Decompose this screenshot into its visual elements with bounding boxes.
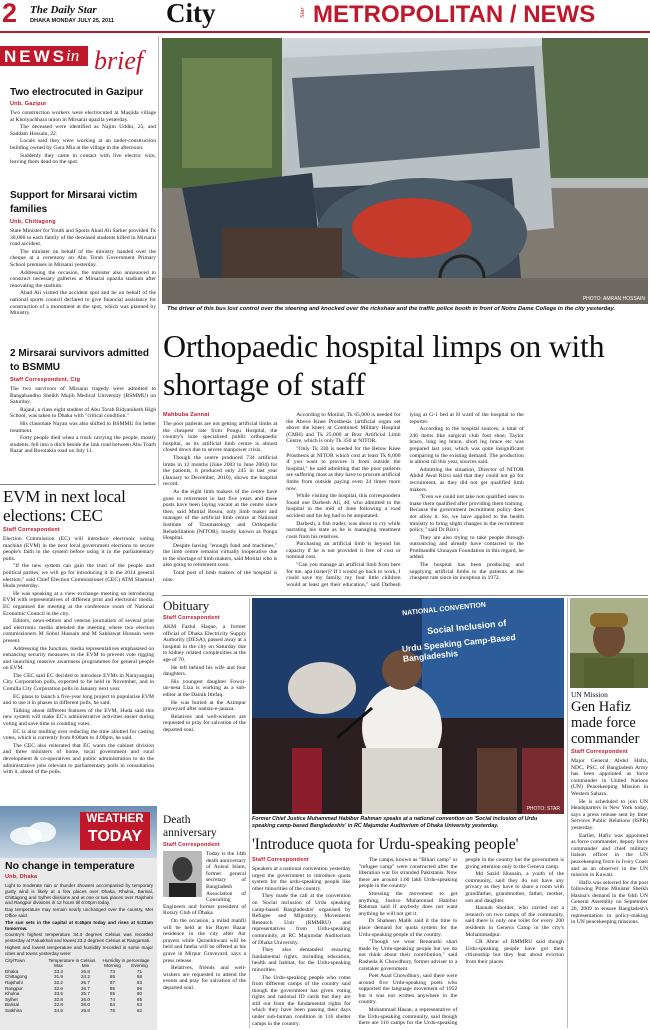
brief-title-in: in [66, 46, 80, 65]
obituary-para: He left behind his wife and four daughters. [163, 664, 246, 678]
masthead-rule [0, 31, 650, 33]
urdu-para: CR Abrar of RMMRU said though Urdu-speaking people have got their citizenship but they fear about eviction from their places. [465, 939, 564, 965]
urdu-para: They also demanded ensuring fundamental rights, including education, health and habitat, for the Urdu-speaking minorities. [252, 947, 351, 973]
death-para: On the occasion, a milad mahfil will be held at his Rayer Bazar residence in the city after Asr prayers while Qurankhwani will be held and fateha will be offered at his grave in Mirpur Graveyard, says a press release. [163, 917, 246, 964]
un-para: Earlier, Hafiz was appointed as force commander, deputy force commander and chief military liaison officer in the UN peacekeeping force in Ivory Coast and as an observer in the UN mission in Kuwait. [571, 832, 648, 879]
weather-value-cell: 32.6 [54, 985, 63, 991]
ortho-para: Purchasing an artificial limb is beyond his capacity if he is not provided it free of cost or nominal cost. [286, 541, 401, 561]
convention-photo [252, 598, 564, 814]
death-title: Death anniversary [163, 814, 217, 839]
urdu-body [252, 857, 564, 1030]
ortho-para: Total post of limb makers of the hospital is nine. [163, 570, 278, 583]
ortho-para: While visiting the hospital, this correspondent found one Darbesh Ali, 40, who admitted to the hospital in the mid of June following a road accident and his leg had to be amputated. [286, 493, 401, 519]
weather-value-cell: 32.2 [54, 979, 63, 985]
weather-value-cell: 80 [136, 991, 143, 997]
weather-city-cell: Dhaka [5, 968, 19, 974]
section-banner: METROPOLITAN / NEWS [313, 1, 596, 28]
weather-value-cell: 32.8 [54, 996, 63, 1002]
weather-city-cell: Khulna [5, 991, 20, 997]
weather-para: Highest and lowest temperature and humidity recorded in some major cities and towns yesterday were: [5, 944, 153, 956]
weather-value-cell: 87 [109, 979, 116, 985]
evm-story [3, 487, 154, 805]
urdu-para: Md Sazid Hossain, a youth of the community, said they do not have any privacy as they have to share a room with grandfather, grandmother, father, mother, son and daughter. [465, 871, 564, 904]
brief-3-para: Rajaul, a class eight student of Abu Torab Bidyaniketh High School, was taken to Dhaka with "critical condition." [10, 406, 156, 420]
paper-name: The Daily Star [30, 4, 97, 16]
evm-para: Addressing the function, media representatives emphasised on enhancing security measures in the EVM to prevent vote rigging and launching massive awareness programmes for general people on EVM. [3, 645, 154, 672]
urdu-headline: 'Introduce quota for Urdu-speaking people' [252, 836, 519, 853]
weather-value-cell: 25.7 [81, 979, 90, 985]
banner-national-convention: NATIONAL CONVENTION [401, 601, 487, 618]
top-photo-credit: PHOTO: AMRAN HOSSAIN [582, 296, 645, 302]
ortho-para: "Only Tk 330 is needed for the Below Knee Prosthesis at NITOR which cost at least Tk 8,000 if you want to procure it from outside the hospital," he said admitting that the poor patients are suffering most as they have to procure artificial limbs from outside paying even 24 times more now. [286, 445, 401, 492]
brief-title-bar [0, 38, 156, 76]
bus-accident-photo [162, 38, 648, 304]
ortho-para: The poor patients are not getting artificial limbs at the cheapest rate from Pongu Hospital, the country's lone specialised public orthopaedic hospital, as its artificial limb centre is almost closed down due to severe manpower crisis. [163, 421, 278, 454]
ortho-para: They are also trying to take people through outsourcing and already have contacted to the Protibandhi Unnayan Foundation in this regard, he added. [409, 534, 524, 561]
brief-3-headline: 2 Mirsarai survivors admitted to BSMMU [10, 348, 149, 373]
un-portrait [570, 598, 648, 688]
weather-city-cell: Rangpur [5, 985, 23, 991]
bus-accident-image [162, 38, 648, 304]
section-name: City [166, 0, 216, 28]
column-divider [567, 598, 568, 1028]
evm-para: The CEC said EC decided to introduce EVMs in Narayanganj City Corporation polls, expected to be held in November, and in Comilla City Corporation polls in January next year. [3, 672, 154, 693]
un-byline: Staff Correspondent [571, 749, 628, 755]
brief-title-news: NEWS [4, 47, 67, 66]
weather-value-cell: 31.9 [54, 974, 63, 980]
banner-social-inclusion: Social Inclusion of [426, 617, 507, 637]
urdu-para: Speakers at a national convention yesterday urged the government to introduce quota system for the urdu-speaking people like other minorities of the country. [252, 866, 351, 892]
ortho-para: According to the hospital sources, a total of 246 items like surgical club foot shoe, Taylor brace, long leg brace, short leg brace etc was prepared last year, which was quite insignificant comparing to the existing demand. The production is almost nil this year, sources said. [409, 426, 524, 466]
ortho-para: The hospital has been producing and supplying artificial limbs to the patients at the cheapest rate since its inception in 1972. [409, 562, 524, 582]
page-number: 2 [2, 0, 18, 28]
weather-value-cell: 26.0 [81, 996, 90, 1002]
ortho-para: According to Motilal, Tk 65,000 is needed for the Above Knee Prosthesis (artificial organ set above the knee) at Combined Military Hospital (CMH) and Tk 25,000 at Brac Artificial Limb Centre, which is only Tk 350 at NITOR. [286, 412, 401, 445]
evm-para: Talking about different features of the EVM, Huda said this new system will make EC's administrative activities easier during voting and save time in counting votes. [3, 707, 154, 728]
urdu-para: They made the call at the convention on 'Social inclusion of Urdu speaking camp-based Bangladeshis' organised by Refugee and Migratory Movements Research Unit (RMMRU) and representatives from Urdu-speaking community, at RC Majumdar Auditorium of Dhaka University. [252, 893, 351, 946]
weather-value-cell: 25.7 [81, 991, 90, 997]
weather-body [5, 860, 153, 1014]
brief-story-2 [10, 189, 156, 318]
issue-date: DHAKA MONDAY JULY 25, 2011 [30, 18, 115, 24]
death-byline: Staff Correspondent [163, 842, 220, 848]
convention-photo-credit: PHOTO: STAR [526, 806, 560, 812]
evm-para: EC plans to launch a five-year long project to popularise EVM and to use it in phases in different polls, he said. [3, 693, 154, 707]
weather-sub-evening: Evening [131, 963, 148, 969]
evm-para: He was speaking at a view exchange meeting on introducing EVM with representatives of different print and electronic media. EC organised the meeting at the conference room of National Economic Council in the city. [3, 590, 154, 617]
brief-2-para: The minister on behalf of the ministry handed over the cheque at a ceremony on Abu Torab Government Primary School premises in Mirsarai yesterday. [10, 248, 156, 268]
officer-image [570, 598, 648, 688]
obituary-byline: Staff Correspondent [163, 615, 220, 621]
section-divider [0, 484, 156, 485]
weather-value-cell: 33.5 [54, 991, 63, 997]
ortho-body [163, 412, 647, 592]
urdu-para: Poet Asad Chowdhury, said there were around five Urdu-speaking poets who supported the language movement of 1952 but it was not written anywhere in the country. [358, 973, 458, 1006]
top-photo-caption: The driver of this bus lost control over the steering and knocked over the rickshaw and the traffic police booth in front of Notre Dame College in the city yesterday. [167, 306, 616, 312]
un-story [571, 690, 648, 1030]
weather-value-cell: 74 [109, 996, 116, 1002]
un-para: Hafiz was selected for the post following Prime Minister Sheikh Hasina's demand in the 64th UN General Assembly on September 26, 2009 to ensure Bangladesh's representation in policy-making in UN peacekeeping missions. [571, 879, 648, 926]
weather-value-cell: 84 [109, 1002, 116, 1008]
urdu-para: Stressing the movement to get anything, Justice Muhammad Habibur Rahman said if anybody does not want anything he will not get it. [358, 890, 458, 917]
weather-byline: Unb, Dhaka [5, 874, 38, 880]
evm-para: Editors, news-editors and veteran journalists of several print and electronic media attended the meeting where two election commissioners M Sohul Hussain and M Sakhawat Hussain were present. [3, 618, 154, 644]
portrait-image [163, 851, 202, 897]
brief-2-headline: Support for Mirsarai victim families [10, 190, 138, 215]
weather-col-city: City/Town [5, 957, 25, 963]
brief-story-3 [10, 347, 156, 456]
ortho-para: As the eight limb makers of the centre have gone to retirement in last five years and these posts have been laying vacant at the centre since then, said Mutital Bosou, only limb maker and manager of the artificial limb centre at National Institute of Traumatology and Orthopedic Rehabilitation (NITOR), mostly known as Pongu Hospital. [163, 488, 278, 542]
weather-value-cell: 34.5 [54, 1007, 63, 1013]
evm-headline: EVM in next local elections: CEC [3, 487, 126, 525]
ortho-para: "Even we could not take non qualified ones to make them qualified after providing them training. Because the government recruitment policy does not allow it. So, we have applied to the health ministry to bring slight changes in the recruitment policy," said Dr Rizvi. [409, 494, 524, 534]
obituary-para: He was buried at the Azimpur graveyard after namaz-e-janaza. [163, 699, 246, 713]
weather-value-cell: 83 [136, 979, 143, 985]
weather-value-cell: 26.7 [81, 985, 90, 991]
obituary-para: AKM Fazlul Haque, a former official of Dhaka Electricity Supply Authority (DESA), passed away at a hospital in the city on Saturday due to kidney related complexities at the age of 70. [163, 624, 246, 663]
ortho-para: Though the centre produced 734 artificial limbs in 12 months (June 2003 to June 2004) for the patients, it produced only 245 in last year (January to December, 2010), shows the hospital record. [163, 454, 278, 488]
brief-2-para: Ahad Ali visited the accident spot and he on behalf of the national sports council declared to give financial assistance for construction of a monument at the spot, which was planned by Ministry. [10, 290, 156, 317]
weather-value-cell: 73 [109, 968, 116, 974]
urdu-para: The Urdu-speaking people who come from different camps of the country said though the government has given voting rights and national ID cards but they are still out from the fundamental rights for which they have been passing their days under sub-human condition in 116 shelter camps in the country. [252, 974, 351, 1027]
star-label: Star [298, 7, 306, 18]
evm-para: "If the new system can gain the trust of the people and political parties, we will go for introducing it in the 2014 general election," said Chief Election Commissioner (CEC) ATM Shamsul Huda yesterday. [3, 563, 154, 590]
weather-para: Country's highest temperature 34.0 degrees Celsius was recorded yesterday at Patuakhali and lowest 23.2 degrees Celsius at Rangamati. [5, 932, 153, 944]
brief-2-para: State Minister for Youth and Sports Ahad Ali Sarker provided Tk 30,000 to each family of the deceased students killed in Mirsarai road accident. [10, 228, 156, 248]
brief-1-para: Suddenly they came in contact with live electric wire, leaving them dead on the spot. [10, 152, 156, 166]
column-divider [249, 598, 250, 1028]
weather-value-cell: 62 [136, 1007, 143, 1013]
weather-headline: No change in temperature [5, 860, 135, 872]
weather-value-cell: 65 [136, 996, 143, 1002]
weather-value-cell: 76 [109, 1007, 116, 1013]
weather-para: Day temperature may remain nearly unchanged over the country, Met Office said. [5, 907, 153, 918]
weather-value-cell: 85 [109, 985, 116, 991]
un-kicker: UN Mission [571, 690, 608, 699]
death-anniversary [163, 814, 246, 1030]
news-in-brief [0, 38, 156, 483]
brief-story-1 [10, 87, 156, 167]
weather-value-cell: 85 [109, 974, 116, 980]
weather-city-cell: Chittagong [5, 974, 28, 980]
brief-title-brief: brief [94, 46, 144, 75]
banner-urdu: Urdu Speaking Camp-Based Bangladeshis [401, 631, 517, 664]
urdu-byline: Staff Correspondent [252, 857, 309, 863]
brief-3-para: His classmate Nayan was also shifted to BSMMU for better treatment. [10, 420, 156, 434]
convention-photo-caption: Former Chief Justice Muhammad Habibur Rahman speaks at a national convention on 'Social inclusion of Urdu speaking camp-based Bangladeshis' in RC Majumdar Auditorium of Dhaka University yesterday. [252, 816, 538, 829]
ortho-para: Darbesh, a fish trader, was about to cry while narrating his state as he is managing treatment costs from his relatives. [286, 520, 401, 540]
weather-table [5, 958, 153, 1014]
weather-value-cell: 95 [109, 991, 116, 997]
weather-value-cell: 96 [136, 985, 143, 991]
weather-city-cell: Barisal [5, 1002, 20, 1008]
ortho-para: Admitting the situation, Director of NITOR Abdul Awal Rizvi said that they could not go for recruitment, as they did not get qualified limb makers. [409, 466, 524, 493]
weather-value-cell: 33.3 [54, 968, 63, 974]
urdu-para: Mohammad Hasan, a representative of the Urdu-speaking community, said though there are 116 camps for the Urdu-speaking people in the country but the government is giving attention only to the Geneva camp. [358, 857, 564, 1027]
death-para: Today is the 14th death anniversary of Anisul Islam, former general secretary of Bangladesh Association of Consulting Engineers and former president of Rotary Club of Dhaka. [163, 851, 246, 917]
brief-1-byline: Unb, Gazipur [10, 101, 47, 107]
section-divider [162, 595, 648, 596]
weather-value-cell: 26.0 [81, 1002, 90, 1008]
weather-city-cell: Satkhira [5, 1007, 22, 1013]
weather-value-cell: 24.2 [81, 974, 90, 980]
ortho-para: "Can you manage an artificial limb from here for me, apa (sister)? If I would go back to work, I could save my family, my four little children would at least get their education," said Darbesh lying at G-1 bed at H ward of the hospital to the reporter. [286, 412, 524, 588]
weather-table-row [5, 1008, 153, 1014]
evm-para: The CEC also reiterated that EC wants the cabinet division and three ministers of home, local government and rural development & co-operatives and public administration to do the administrative jobs relevant to parliamentary polls in consultation with it, ahead of the polls. [3, 742, 154, 776]
convention-image [252, 598, 564, 814]
ortho-byline: Mahbuba Zannat [163, 412, 210, 418]
weather-value-cell: 25.8 [81, 1007, 90, 1013]
brief-3-byline: Staff Correspondent, Ctg [10, 377, 81, 383]
weather-value-cell: 32.8 [54, 1002, 63, 1008]
weather-para: The sun sets in the capital at 6:45pm today and rises at 5:23am tomorrow. [5, 919, 153, 931]
weather-sub-morning: Morning [104, 963, 121, 969]
ortho-para: Despite having "enough fund and machines," the limb centre remains virtually inoperative due to the shortage of limb makers, said Motilal who is also going to retirement soon. [163, 542, 278, 569]
brief-2-byline: Unb, Chittagong [10, 219, 56, 225]
urdu-para: The camps, known as "Bihari camp" or "refugee camp" were constructed after the liberation war for stranded Pakistanis. Now there are around 1.60 lakh Urdu-speaking people in the country. [358, 857, 458, 890]
weather-title-1: WEATHER [86, 813, 144, 825]
death-portrait [163, 851, 202, 897]
weather-col-temp: Temperature in Celsius [48, 957, 96, 963]
brief-3-para: Forty people died when a truck carrying the people, mostly students, fell into a ditch beside the link road between Abu Toarb Bazar and Borotakia road on July 11. [10, 435, 156, 455]
urdu-para: Dr Shaheen Malik said it the time to place demand for quota system for the Urdu-speaking people of the country. [358, 918, 458, 938]
un-para: He is scheduled to join UN Headquarters in New York today, says a press release sent by Inter Services Public Relations (ISPR) yesterday. [571, 798, 648, 831]
column-divider [158, 36, 159, 486]
obituary-para: Relatives and well-wishers are requested to pray for salvation of the departed soul. [163, 713, 246, 733]
brief-2-para: Addressing the occasion, the minister also announced to construct necessary galleries at Mirsarai upazila stadium after renovating the stadium. [10, 269, 156, 289]
weather-col-hum: Humidity in percentage [102, 957, 150, 963]
obituary-title: Obituary [163, 598, 210, 613]
weather-city-cell: Sylhet [5, 996, 18, 1002]
cloud-icon [6, 818, 66, 848]
evm-byline: Staff Correspondent [3, 527, 60, 533]
un-headline: Gen Hafiz made force commander [571, 699, 640, 747]
weather-para: Light to moderate rain or thunder showers accompanied by temporary gusty wind is likely at a few places over Dhaka, Rhulna, Barisal, Chittagong and Sylhet divisions and at one or two places over Rajshahi and Rangpur divisions in 12 hours till 6:00pm today. [5, 883, 153, 906]
ortho-headline: Orthopaedic hospital limps on with shortage of staff [163, 328, 605, 402]
obituary [163, 598, 246, 814]
weather-value-cell: 71 [136, 968, 143, 974]
weather-sub-min: Min [81, 963, 90, 969]
brief-1-para: Locals said they were working at an under-construction building owned by Gura Mia at the village in the afternoon. [10, 138, 156, 151]
urdu-para: "Though we wear Benarashi shari made by Urdu-speaking people but we do not think about their contribution," said Rasheda K Chowdhury, former adviser to a caretaker government. [358, 939, 458, 972]
un-para: Major General Abdul Hafiz, NDC, PSC, of Bangladesh Army has been appointed as force commander in United Nations (UN) Peacekeeping Mission in Western Sahara. [571, 758, 648, 797]
brief-1-para: Two construction workers were electrocuted at Masjida village at Khoiyachhara union in Mirsarai upazila yesterday. [10, 110, 156, 123]
weather-box [0, 806, 157, 1030]
weather-value-cell: 88 [136, 974, 143, 980]
weather-sub-max: Max [54, 963, 63, 969]
evm-para: EC is also mulling over reducing the time allotted for casting votes, which is currently from 8:00am to 4:00pm, he said. [3, 728, 154, 742]
urdu-para: Hannah Sholder, who carried out a research on two camps of the community, said there is only one toilet for every 200 residents in Geneva Camp in the city's Mohammadpur. [465, 905, 564, 938]
brief-3-para: The two survivors of Mirsarai tragedy were admitted to Bangabandhu Sheikh Mujib Medical University (BSMMU) on Saturday. [10, 386, 156, 406]
weather-city-cell: Rajshahi [5, 979, 23, 985]
weather-title-2: TODAY [87, 828, 143, 845]
obituary-para: His youngest daughter Fowzi-un-nesa Liza is working as a sub-editor at the Dainik Ittefaq. [163, 678, 246, 698]
weather-value-cell: 63 [136, 1002, 143, 1008]
evm-para: Election Commission (EC) will introduce electronic voting machine (EVM) in the next local government elections to secure people's faith in the system before using it in the parliamentary polls. [3, 536, 154, 562]
brief-1-headline: Two electrocuted in Gazipur [10, 87, 144, 98]
masthead [0, 0, 650, 36]
brief-1-para: The deceased were identified as Najim Uddin, 25, and Saddam Hossain, 22. [10, 124, 156, 137]
death-para: Relatives, friends and well-wishers are requested to attend the events and pray for salvation of the departed soul. [163, 965, 246, 991]
weather-value-cell: 26.8 [81, 968, 90, 974]
